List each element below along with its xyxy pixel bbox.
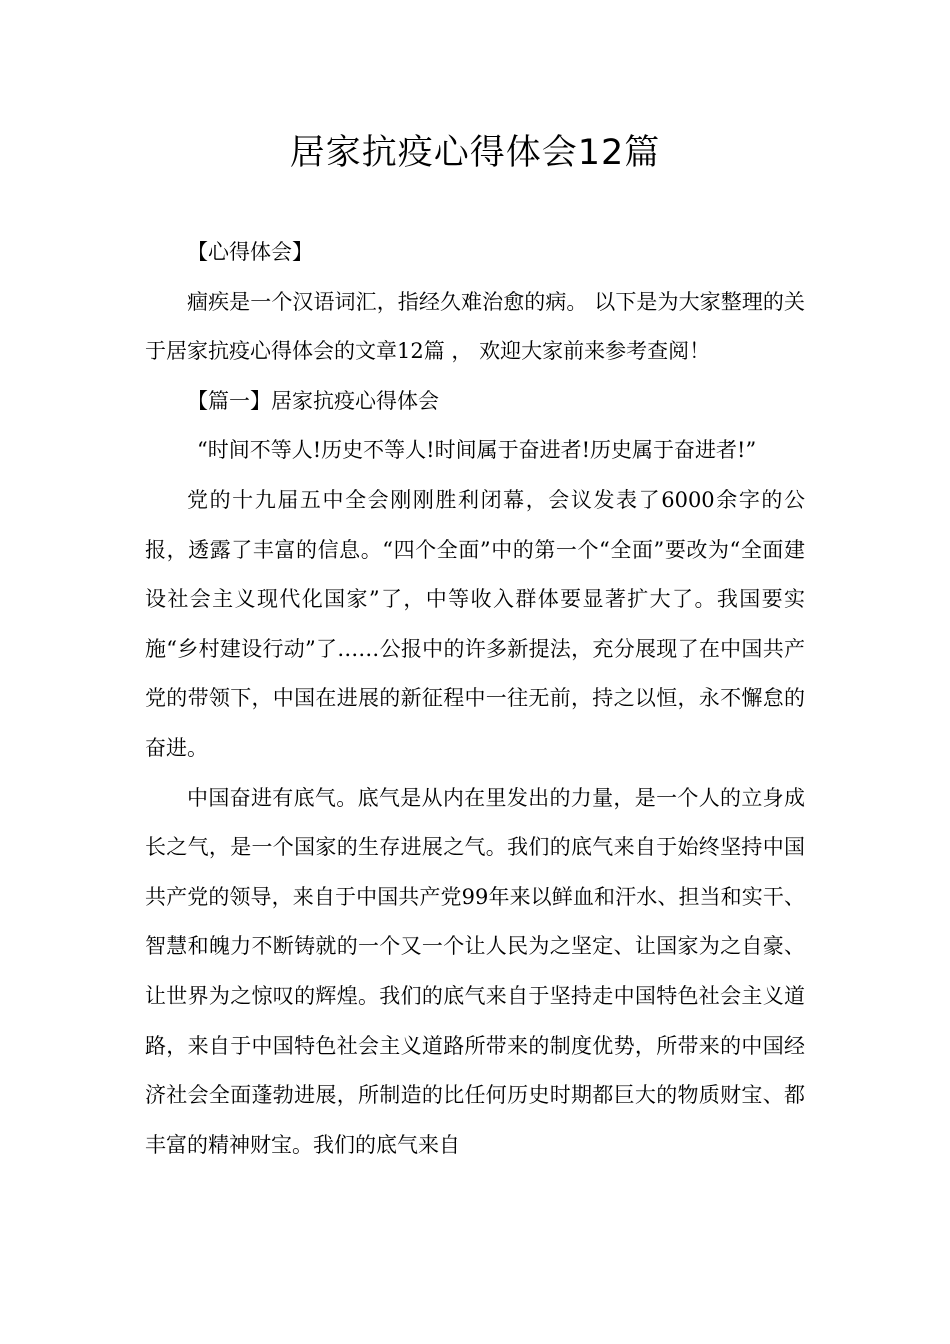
body-paragraph: 中国奋进有底气。底气是从内在里发出的力量，是一个人的立身成长之气，是一个国家的生存进展之气。我们的底气来自于始终坚持中国共产党的领导，来自于中国共产党99年来以鲜血和汗水、担当和实干、智慧和魄力不断铸就的一个又一个让人民为之坚定、让国家为之自豪、让世界为之惊叹的辉煌。我们的底气来自于坚持走中国特色社会主义道路，来自于中国特色社会主义道路所带来的制度优势，所带来的中国经济社会全面蓬勃进展，所制造的比任何历史时期都巨大的物质财宝、都丰富的精神财宝。我们的底气来自 bbox=[145, 785, 805, 1157]
document-body bbox=[145, 228, 805, 1170]
quote-paragraph: “时间不等人!历史不等人!时间属于奋进者!历史属于奋进者!” bbox=[197, 438, 757, 463]
document-title: 居家抗疫心得体会12篇 bbox=[289, 133, 661, 173]
intro-paragraph: 痼疾是一个汉语词汇，指经久难治愈的病。 以下是为大家整理的关于居家抗疫心得体会的文章12篇 ， 欢迎大家前来参考查阅！ bbox=[145, 289, 805, 364]
section-marker: 【心得体会】 bbox=[187, 240, 313, 264]
section-heading: 【篇一】居家抗疫心得体会 bbox=[187, 388, 439, 413]
body-paragraph: 党的十九届五中全会刚刚胜利闭幕，会议发表了6000余字的公报，透露了丰富的信息。“四个全面”中的第一个“全面”要改为“全面建设社会主义现代化国家”了，中等收入群体要显著扩大了。我国要实施“乡村建设行动”了……公报中的许多新提法，充分展现了在中国共产党的带领下，中国在进展的新征程中一往无前，持之以恒，永不懈怠的奋进。 bbox=[145, 487, 805, 760]
